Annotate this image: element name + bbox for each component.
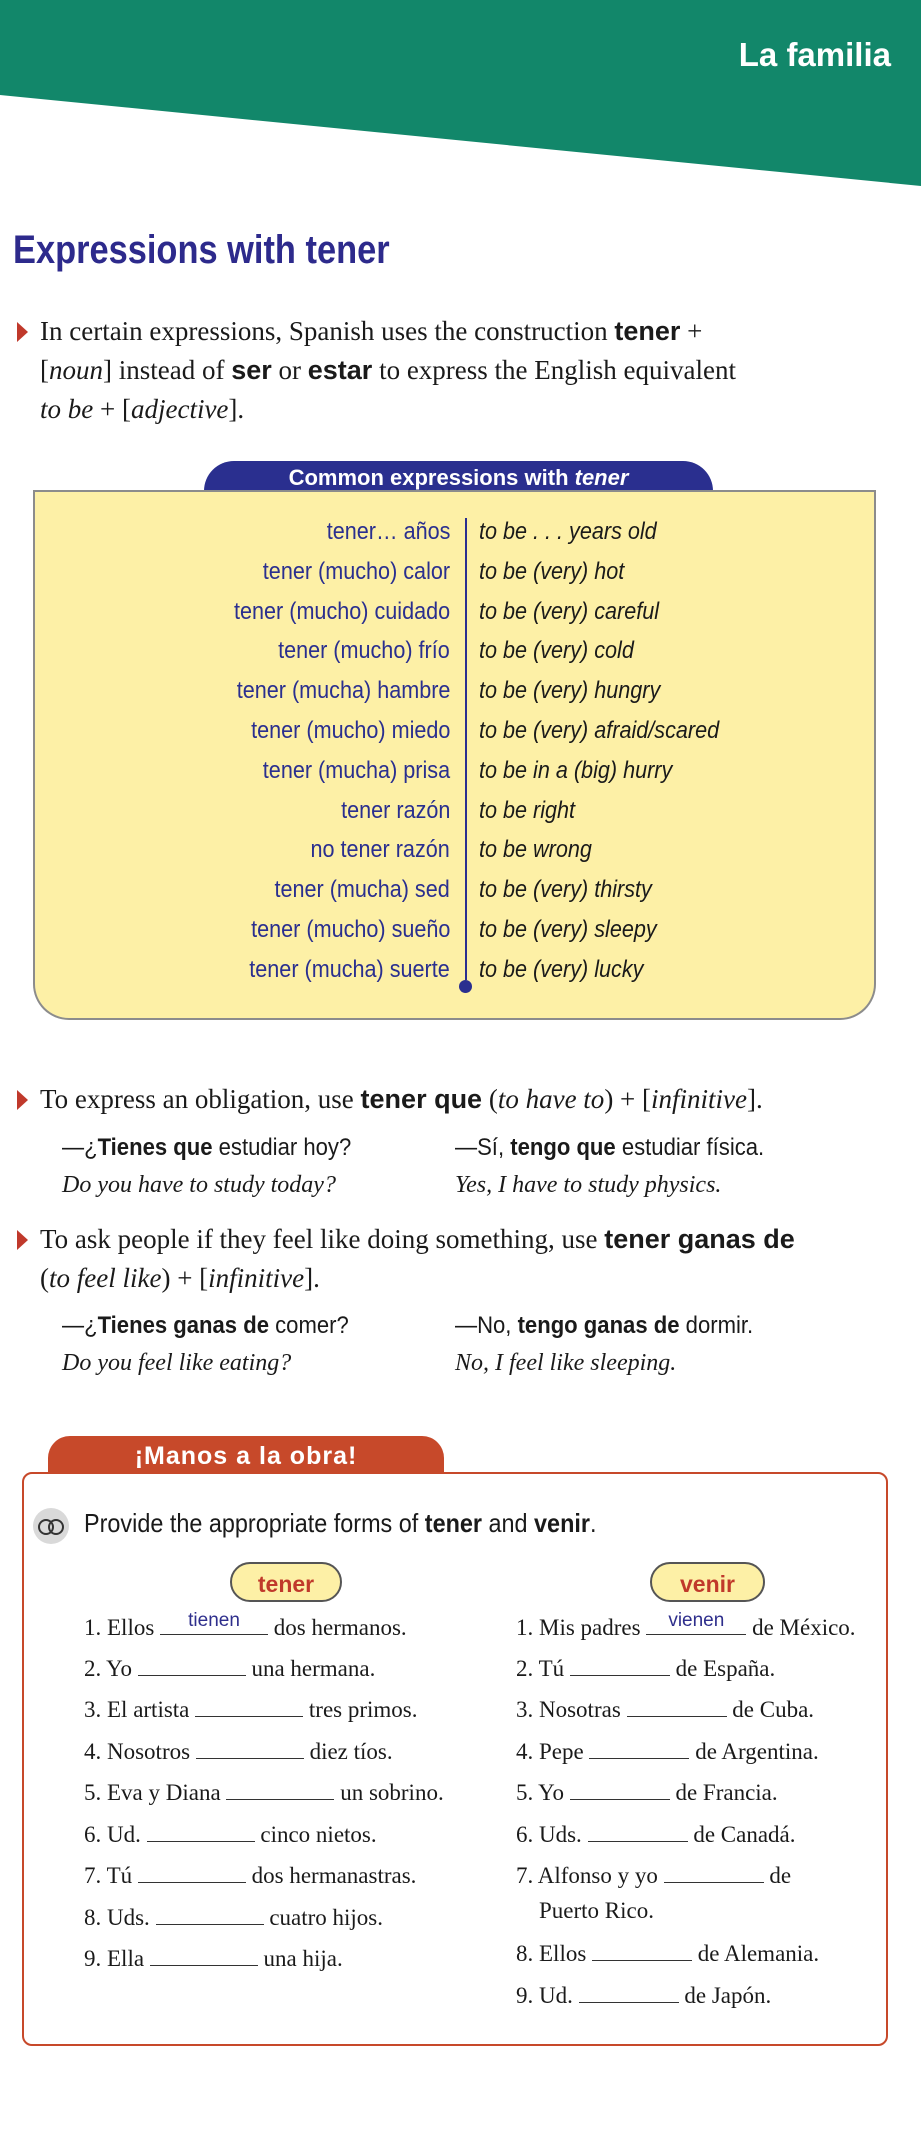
exercise-item: 6. Ud. cinco nietos. bbox=[84, 1822, 377, 1847]
answer-blank[interactable] bbox=[196, 1738, 304, 1759]
expression-row bbox=[0, 717, 921, 757]
expression-spanish: tener (mucha) prisa bbox=[262, 756, 450, 784]
expression-spanish: tener (mucho) cuidado bbox=[233, 597, 450, 625]
answer-text: vienen bbox=[668, 1610, 725, 1631]
answer-text: tienen bbox=[188, 1610, 240, 1631]
expression-row bbox=[0, 677, 921, 717]
exercise-item: 9. Ella una hija. bbox=[84, 1946, 343, 1971]
exercise-item: 2. Yo una hermana. bbox=[84, 1656, 376, 1681]
pair-work-icon bbox=[33, 1508, 69, 1544]
expression-row bbox=[0, 797, 921, 837]
answer-blank[interactable] bbox=[570, 1779, 670, 1800]
expression-english: to be (very) careful bbox=[479, 597, 660, 625]
obligation-question: —¿Tienes que estudiar hoy? bbox=[62, 1134, 352, 1161]
exercise-item: 5. Eva y Diana un sobrino. bbox=[84, 1780, 444, 1805]
exercise-item: 4. Nosotros diez tíos. bbox=[84, 1739, 393, 1764]
answer-blank[interactable] bbox=[150, 1945, 258, 1966]
expression-english: to be (very) hungry bbox=[479, 677, 661, 705]
ganas-answer-translation: No, I feel like sleeping. bbox=[455, 1350, 677, 1376]
expression-row bbox=[0, 836, 921, 876]
exercise-instructions: Provide the appropriate forms of tener and venir. bbox=[84, 1508, 597, 1538]
answer-blank[interactable] bbox=[592, 1940, 692, 1961]
exercise-item: 9. Ud. de Japón. bbox=[516, 1983, 772, 2008]
exercise-item: Puerto Rico. bbox=[539, 1898, 654, 1923]
bullet-icon bbox=[17, 1230, 28, 1250]
expression-english: to be (very) lucky bbox=[479, 955, 644, 983]
expression-row bbox=[0, 876, 921, 916]
expression-spanish: tener (mucho) sueño bbox=[250, 916, 450, 943]
answer-blank[interactable] bbox=[160, 1610, 268, 1635]
exercise-item: 4. Pepe de Argentina. bbox=[516, 1739, 819, 1764]
answer-blank[interactable] bbox=[138, 1655, 246, 1676]
answer-blank[interactable] bbox=[570, 1655, 670, 1676]
expression-spanish: tener (mucha) hambre bbox=[236, 677, 450, 705]
section-title: Expressions with tener bbox=[13, 228, 390, 272]
expression-english: to be (very) afraid/scared bbox=[479, 717, 720, 744]
bullet-icon bbox=[17, 1090, 28, 1110]
chapter-title: La familia bbox=[738, 36, 891, 73]
expression-english: to be . . . years old bbox=[479, 518, 657, 545]
exercise-item: 8. Ellos de Alemania. bbox=[516, 1941, 820, 1966]
exercise-item: 7. Tú dos hermanastras. bbox=[84, 1863, 417, 1888]
exercise-title: ¡Manos a la obra! bbox=[48, 1436, 444, 1474]
expression-english: to be right bbox=[479, 796, 576, 824]
exercise-item: 7. Alfonso y yo de bbox=[516, 1863, 792, 1888]
expression-spanish: tener (mucha) suerte bbox=[249, 955, 450, 983]
answer-blank[interactable] bbox=[589, 1738, 689, 1759]
expression-english: to be (very) thirsty bbox=[479, 876, 652, 904]
exercise-item: 1. Mis padres vienen de México. bbox=[516, 1610, 856, 1640]
exercise-item: 2. Tú de España. bbox=[516, 1656, 776, 1681]
ganas-paragraph: To ask people if they feel like doing something, use tener ganas de (to feel like) + [infinitive]. bbox=[40, 1224, 795, 1293]
expression-row bbox=[0, 558, 921, 598]
answer-blank[interactable] bbox=[147, 1821, 255, 1842]
ganas-question: —¿Tienes ganas de comer? bbox=[62, 1312, 349, 1339]
expression-spanish: tener (mucha) sed bbox=[274, 876, 450, 904]
expression-spanish: tener (mucho) frío bbox=[278, 637, 450, 665]
exercise-item: 6. Uds. de Canadá. bbox=[516, 1822, 796, 1847]
expression-english: to be wrong bbox=[479, 836, 592, 864]
tener-label: tener bbox=[230, 1562, 342, 1602]
expression-spanish: tener razón bbox=[340, 796, 450, 824]
obligation-answer: —Sí, tengo que estudiar física. bbox=[455, 1134, 765, 1161]
header-band bbox=[0, 0, 921, 190]
intro-paragraph: In certain expressions, Spanish uses the construction tener + [noun] instead of ser or estar to express the English equivalent to be + [adjective]. bbox=[40, 316, 736, 424]
expression-spanish: tener (mucho) calor bbox=[262, 557, 450, 585]
venir-label: venir bbox=[650, 1562, 765, 1602]
answer-blank[interactable] bbox=[588, 1821, 688, 1842]
expression-english: to be (very) hot bbox=[479, 557, 625, 585]
obligation-question-translation: Do you have to study today? bbox=[62, 1172, 336, 1198]
exercise-item: 1. Ellos tienen dos hermanos. bbox=[84, 1610, 407, 1640]
expression-english: to be (very) cold bbox=[479, 637, 634, 665]
exercise-item: 3. El artista tres primos. bbox=[84, 1697, 418, 1722]
expression-row bbox=[0, 916, 921, 956]
answer-blank[interactable] bbox=[156, 1904, 264, 1925]
bullet-icon bbox=[17, 322, 28, 342]
expressions-table-title: Common expressions with tener bbox=[204, 461, 713, 493]
answer-blank[interactable] bbox=[226, 1779, 334, 1800]
answer-blank[interactable] bbox=[646, 1610, 746, 1635]
expression-row bbox=[0, 757, 921, 797]
exercise-item: 3. Nosotras de Cuba. bbox=[516, 1697, 815, 1722]
ganas-answer: —No, tengo ganas de dormir. bbox=[455, 1312, 754, 1339]
expression-row bbox=[0, 956, 921, 996]
expression-row bbox=[0, 518, 921, 558]
obligation-paragraph: To express an obligation, use tener que (to have to) + [infinitive]. bbox=[40, 1084, 763, 1114]
answer-blank[interactable] bbox=[195, 1696, 303, 1717]
expression-row bbox=[0, 637, 921, 677]
answer-blank[interactable] bbox=[627, 1696, 727, 1717]
exercise-item: 5. Yo de Francia. bbox=[516, 1780, 778, 1805]
expression-spanish: tener (mucho) miedo bbox=[250, 717, 450, 744]
expression-english: to be in a (big) hurry bbox=[479, 756, 673, 784]
expression-spanish: no tener razón bbox=[310, 836, 450, 864]
answer-blank[interactable] bbox=[138, 1862, 246, 1883]
expressions-table-top-border bbox=[33, 490, 876, 492]
exercise-item: 8. Uds. cuatro hijos. bbox=[84, 1905, 384, 1930]
answer-blank[interactable] bbox=[579, 1982, 679, 2003]
obligation-answer-translation: Yes, I have to study physics. bbox=[455, 1172, 722, 1198]
expression-row bbox=[0, 598, 921, 638]
expression-spanish: tener… años bbox=[326, 518, 450, 545]
ganas-question-translation: Do you feel like eating? bbox=[62, 1350, 292, 1376]
answer-blank[interactable] bbox=[664, 1862, 764, 1883]
expression-english: to be (very) sleepy bbox=[479, 916, 657, 943]
